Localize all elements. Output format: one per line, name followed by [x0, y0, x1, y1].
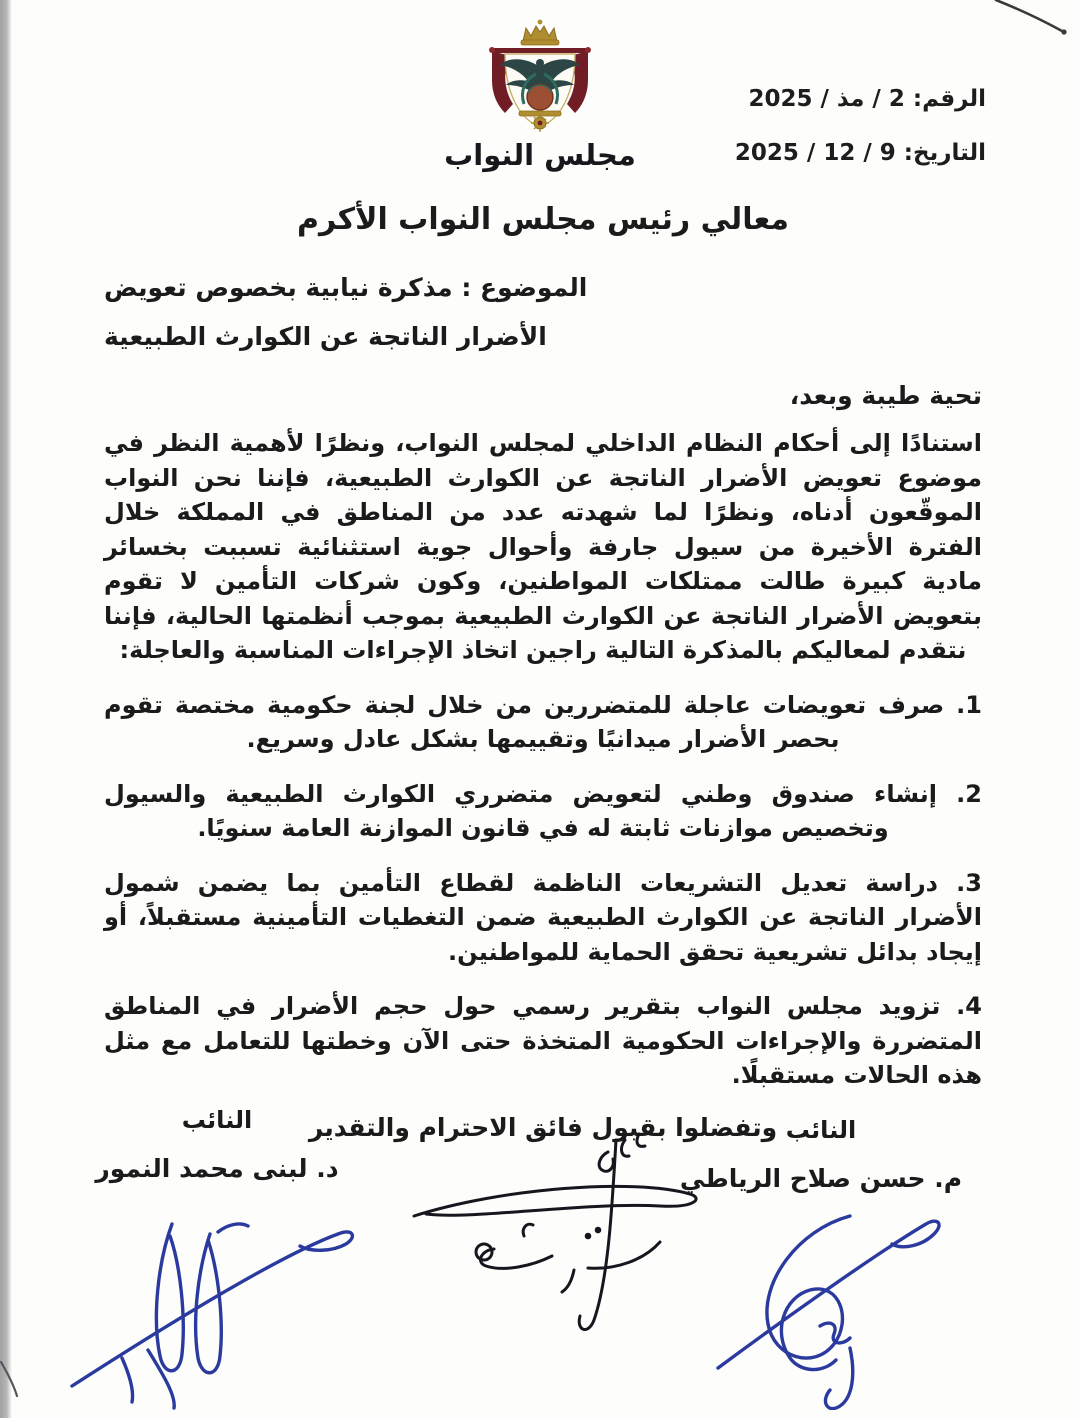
signature-ink-right: [702, 1206, 952, 1410]
list-item-3: 3. دراسة تعديل التشريعات الناظمة لقطاع التأمين بما يضمن شمول الأضرار الناتجة عن الكوارث الطبيعية ضمن التغطيات التأمينية مستقبلاً، أو إيجاد بدائل تشريعية تحقق الحماية للمواطنين.: [104, 868, 982, 966]
signer-name-right: م. حسن صلاح الرياطي: [679, 1164, 963, 1193]
signer-name-left: د. لبنى محمد النمور: [95, 1154, 339, 1183]
greeting: تحية طيبة وبعد،: [789, 381, 982, 410]
closing-salutation: وتفضلوا بقبول فائق الاحترام والتقدير: [308, 1112, 778, 1142]
list-item-4: 4. تزويد مجلس النواب بتقرير رسمي حول حجم الأضرار في المناطق المتضررة والإجراءات الحكومية المتخذة حتى الآن وخطتها للتعامل مع مثل هذه الحالات مستقبلًا.: [104, 992, 982, 1089]
letter-number: الرقم: 2 / مذ / 2025: [748, 86, 986, 112]
letter-title: معالي رئيس مجلس النواب الأكرم: [297, 202, 789, 237]
signer-role-left: النائب: [181, 1106, 253, 1134]
list-item-1: 1. صرف تعويضات عاجلة للمتضررين من خلال لجنة حكومية مختصة تقوم بحصر الأضرار ميدانيًا وتقييمها بشكل عادل وسريع.: [104, 690, 982, 753]
signature-block-left: [62, 1106, 372, 1183]
handwritten-signature-middle: [402, 1118, 712, 1336]
letter-meta: [735, 72, 986, 180]
subject-line-1: الموضوع : مذكرة نيابية بخصوص تعويض: [104, 273, 588, 302]
signature-ink-left: [52, 1198, 372, 1410]
intro-paragraph: استنادًا إلى أحكام النظام الداخلي لمجلس النواب، ونظرًا لأهمية النظر في موضوع تعويض الأضرار الناتجة عن الكوارث الطبيعية، فإننا نحن النواب الموقّعون أدناه، ونظرًا لما شهدته عدد من المناطق في المملكة خلال الفترة الأخيرة من سيول جارفة وأحوال جوية استثنائية تسببت بخسائر مادية كبيرة طالت ممتلكات المواطنين، وكون شركات التأمين لا تقوم بتعويض الأضرار الناتجة عن الكوارث الطبيعية بموجب أنظمتها الحالية، فإننا نتقدم لمعاليكم بالمذكرة التالية راجين اتخاذ الإجراءات المناسبة والعاجلة:: [104, 429, 982, 664]
letter-body: [104, 202, 982, 1142]
org-name: مجلس النواب: [444, 138, 636, 172]
letter-date: التاريخ: 9 / 12 / 2025: [734, 140, 986, 166]
scan-edge-shadow: [0, 0, 12, 1418]
signature-block-right: [666, 1116, 976, 1193]
pen-mark-top-right: [990, 0, 1080, 42]
subject-block: [104, 263, 982, 361]
coat-of-arms-icon: [474, 14, 606, 134]
pen-mark-bottom-left: [0, 1358, 22, 1400]
list-item-2: 2. إنشاء صندوق وطني لتعويض متضرري الكوارث الطبيعية والسيول وتخصيص موازنات ثابتة له في قانون الموازنة العامة سنويًا.: [104, 779, 982, 842]
signer-role-right: النائب: [785, 1116, 857, 1144]
subject-line-2: الأضرار الناتجة عن الكوارث الطبيعية: [104, 322, 547, 351]
